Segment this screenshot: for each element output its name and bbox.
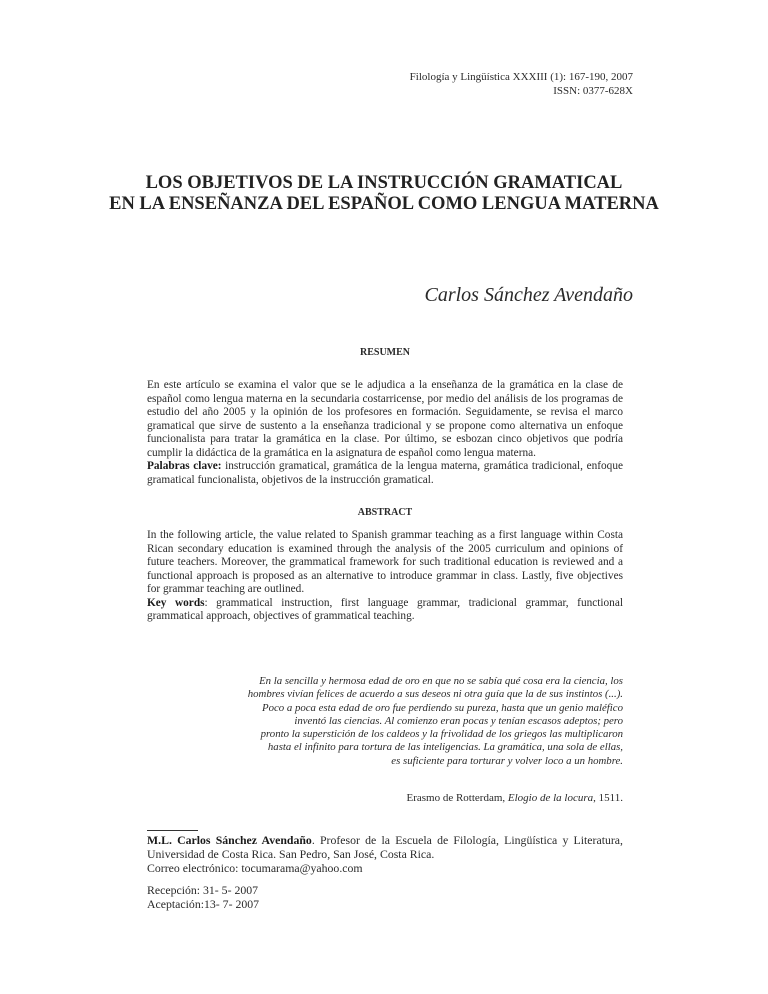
resumen-text: En este artículo se examina el valor que se le adjudica a la enseñanza de la gramática en la clase de español como lengua materna en la secundaria costarricense, por medio del análisis de los programas de estudio del año 2005 y la opinión de los profesores en formación. Seguidamente, se revisa el marco gramatical que sirve de sustento a la enseñanza tradicional y se propone como alternativa un enfoque funcionalista para tratar la gramática en la clase. Por último, se esbozan cinco objetivos que podría cumplir la didáctica de la gramática en la asignatura de español como lengua materna. <box>147 379 623 459</box>
epigraph-line: es suficiente para torturar y volver loco a un hombre. <box>391 754 623 767</box>
footnote-affiliation: . Profesor de la Escuela de Filología, Lingüística y Literatura, Universidad de Costa Rica. San Pedro, San José, Costa Rica. <box>147 833 623 861</box>
article-title-line-1: LOS OBJETIVOS DE LA INSTRUCCIÓN GRAMATICAL <box>145 173 623 193</box>
abstract-text: In the following article, the value related to Spanish grammar teaching as a first language within Costa Rican secondary education is examined through the analysis of the 2005 curriculum and opinions of future teachers. Moreover, the grammatical framework for such traditional education is reviewed and a functional approach is proposed as an alternative to introduce grammar in class. Lastly, five objectives for grammar teaching are outlined. <box>147 529 623 595</box>
epigraph-attribution <box>406 791 623 805</box>
author-footnote <box>147 833 623 875</box>
issn: ISSN: 0377-628X <box>553 85 633 97</box>
abstract-heading: ABSTRACT <box>357 507 413 518</box>
palabras-clave-list: instrucción gramatical, gramática de la lengua materna, gramática tradicional, enfoque gramatical funcionalista, objetivos de la instrucción gramatical. <box>147 460 623 486</box>
palabras-clave-label: Palabras clave: <box>147 460 222 472</box>
journal-citation: Filología y Lingüística XXXIII (1): 167-190, 2007 <box>409 71 633 83</box>
received-date: Recepción: 31- 5- 2007 <box>147 883 259 897</box>
accepted-date: Aceptación:13- 7- 2007 <box>147 897 260 911</box>
abstract-body <box>147 529 623 624</box>
palabras-clave <box>147 460 623 487</box>
epigraph-line: hasta el infinito para tortura de las inteligencias. La gramática, una sola de ellas, <box>267 741 623 754</box>
footnote-divider <box>147 830 198 831</box>
resumen-body <box>147 379 623 487</box>
epigraph <box>203 675 623 768</box>
epigraph-line: inventó las ciencias. Al comienzo eran pocas y tenían escasos adeptos; pero <box>294 714 623 727</box>
key-words <box>147 597 623 624</box>
attribution-year: , 1511. <box>593 792 623 804</box>
epigraph-line: hombres vivían felices de acuerdo a sus deseos ni otra guía que la de sus instintos (...). <box>247 688 623 701</box>
footnote-email: Correo electrónico: tocumarama@yahoo.com <box>147 861 363 875</box>
resumen-heading: RESUMEN <box>359 347 410 358</box>
epigraph-line: Poco a poca esta edad de oro fue perdiendo su pureza, hasta que un genio maléfico <box>261 701 623 714</box>
article-title-line-2: EN LA ENSEÑANZA DEL ESPAÑOL COMO LENGUA MATERNA <box>109 194 659 214</box>
attribution-work: Elogio de la locura <box>507 792 594 804</box>
key-words-list: : grammatical instruction, first language grammar, tradicional grammar, functional grammatical approach, objectives of grammatical teaching. <box>147 596 623 622</box>
author-name: Carlos Sánchez Avendaño <box>424 284 633 306</box>
footnote-author-name: M.L. Carlos Sánchez Avendaño <box>147 833 312 847</box>
key-words-label: Key words <box>147 596 205 609</box>
epigraph-line: En la sencilla y hermosa edad de oro en que no se sabía qué cosa era la ciencia, los <box>259 675 623 687</box>
epigraph-line: pronto la superstición de los caldeos y la frivolidad de los griegos las multiplicaron <box>260 728 623 741</box>
submission-dates <box>147 883 623 911</box>
attribution-author: Erasmo de Rotterdam, <box>406 792 508 804</box>
